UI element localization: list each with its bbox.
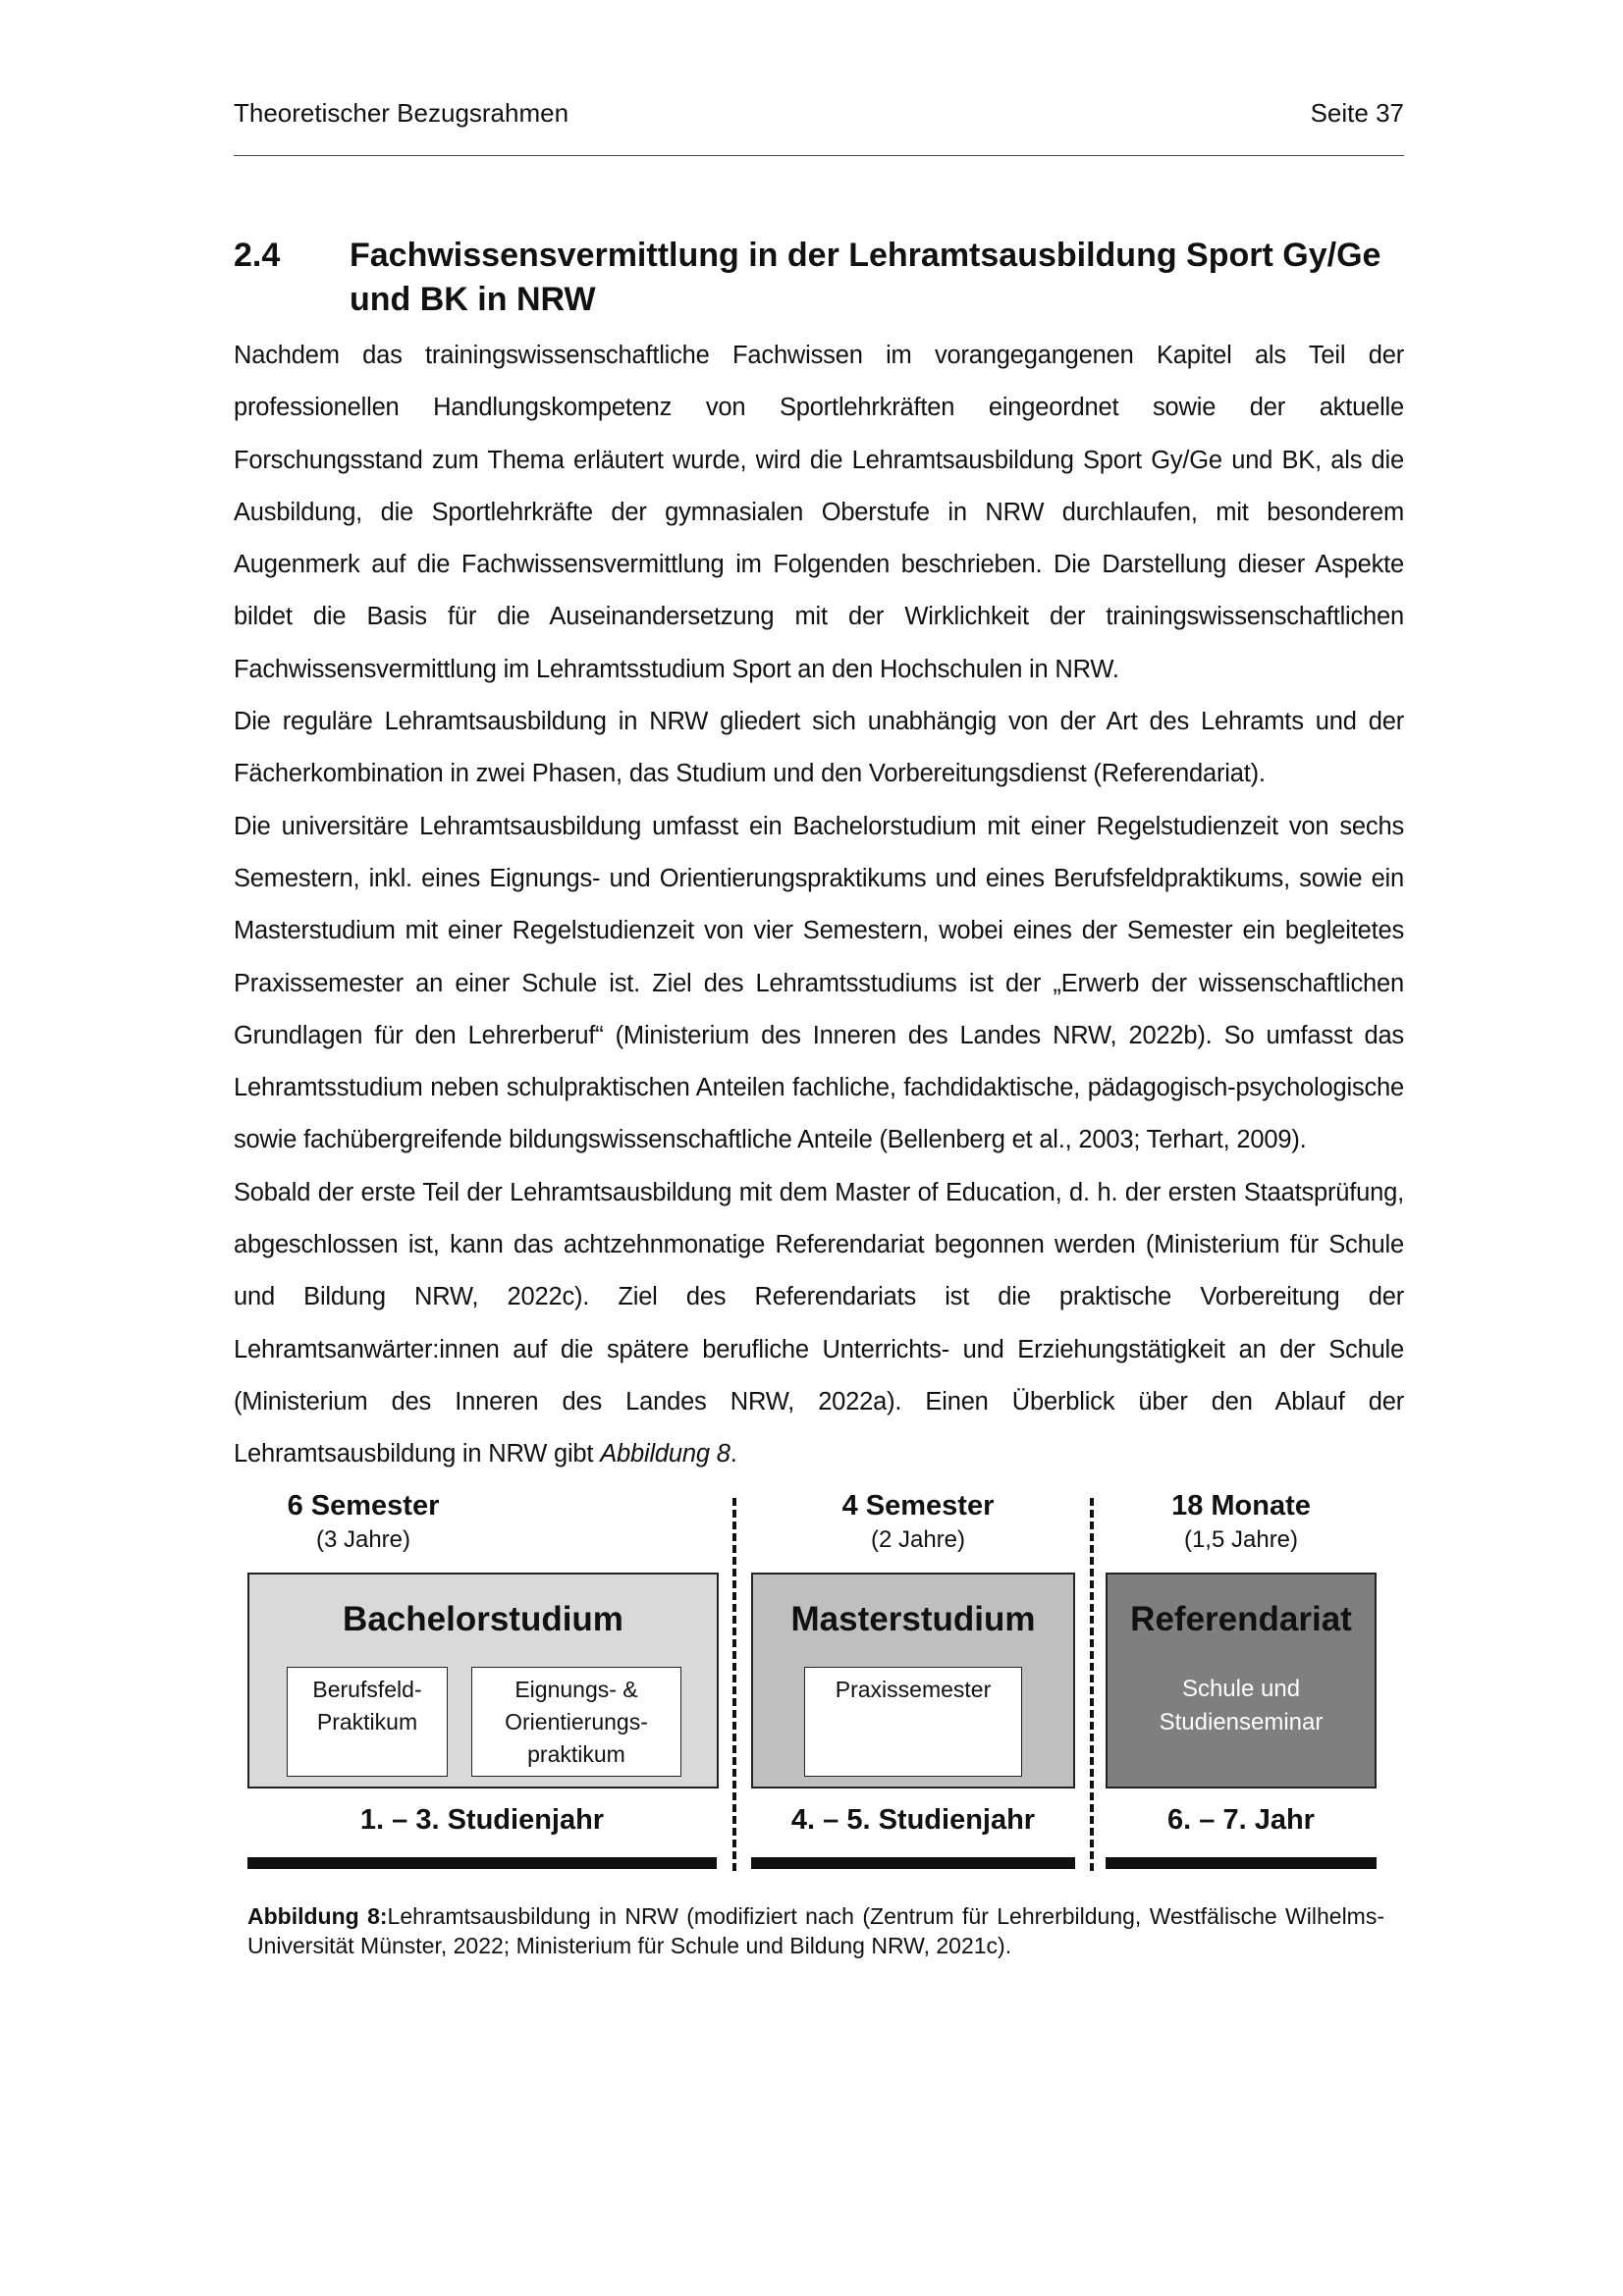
paragraph: Die reguläre Lehramtsausbildung in NRW gliedert sich unabhängig von der Art des Lehramts und der Fächerkombination in zwei Phasen, das Studium und den Vorbereitungsdienst (Referendariat). [234, 708, 1404, 788]
phase-divider [732, 1498, 736, 1871]
paragraph-text: Sobald der erste Teil der Lehramtsausbildung mit dem Master of Education, d. h. der ersten Staatsprüfung, abgeschlossen ist, kann das achtzehnmonatige Referendariat begonnen werden (Ministerium für Schule und Bildung NRW, 2022c). Ziel des Referendariats ist die praktische Vorbereitung der Lehramtsanwärter:innen auf die spätere berufliche Unterrichts- und Erziehungstätigkeit an der Schule (Ministerium des Inneren des Landes NRW, 2022a). Einen Überblick über den Ablauf der Lehramtsausbildung in NRW gibt [234, 1178, 1404, 1468]
timeline-bar [751, 1857, 1075, 1869]
paragraph: Nachdem das trainingswissenschaftliche Fachwissen im vorangegangenen Kapitel als Teil der professionellen Handlungskompetenz von Sportlehrkräften eingeordnet sowie der aktuelle Forschungsstand zum Thema erläutert wurde, wird die Lehramtsausbildung Sport Gy/Ge und BK, als die Ausbildung, die Sportlehrkräfte der gymnasialen Oberstufe in NRW durchlaufen, mit besonderem Augenmerk auf die Fachwissensvermittlung im Folgenden beschrieben. Die Darstellung dieser Aspekte bildet die Basis für die Auseinandersetzung mit der Wirklichkeit der trainingswissenschaftlichen Fachwissensvermittlung im Lehramtsstudium Sport an den Hochschulen in NRW. [234, 342, 1404, 683]
phase-duration: 4 Semester [841, 1490, 995, 1522]
master-box [751, 1573, 1075, 1789]
phase-divider [1090, 1498, 1094, 1871]
running-title: Theoretischer Bezugsrahmen [234, 98, 569, 128]
figure-lehramtsausbildung [245, 1488, 1384, 1881]
caption-text: Lehramtsausbildung in NRW (modifiziert nach (Zentrum für Lehrerbildung, Westfälische Wilhelms-Universität Münster, 2022; Ministerium für Schule und Bildung NRW, 2021c). [247, 1903, 1384, 1958]
phase-years: (2 Jahre) [870, 1526, 966, 1553]
phase-years: (3 Jahre) [315, 1526, 411, 1553]
page-header [234, 98, 1404, 156]
phase-years: (1,5 Jahre) [1183, 1526, 1299, 1553]
phase-period: 1. – 3. Studienjahr [359, 1804, 605, 1836]
phase-header-bachelor [245, 1488, 481, 1557]
phase-period: 4. – 5. Studienjahr [790, 1804, 1036, 1836]
body-text [234, 330, 1404, 1481]
phase-duration: 18 Monate [1171, 1490, 1311, 1522]
phase-title: Referendariat [1130, 1600, 1352, 1638]
phase-duration: 6 Semester [287, 1490, 440, 1522]
paragraph [234, 1167, 1404, 1481]
referendariat-box [1106, 1573, 1377, 1789]
page-number: Seite 37 [1310, 98, 1404, 128]
timeline-bar [247, 1857, 717, 1869]
praxissemester: Praxissemester [804, 1667, 1022, 1777]
caption-label: Abbildung 8: [247, 1903, 388, 1929]
phase-title: Bachelorstudium [343, 1600, 623, 1638]
timeline-bar [1106, 1857, 1377, 1869]
figure-reference: Abbildung 8 [600, 1440, 730, 1468]
phase-period: 6. – 7. Jahr [1167, 1804, 1315, 1836]
phase-header-master [756, 1488, 1080, 1557]
phase-header-referendariat [1106, 1488, 1377, 1557]
paragraph-end: . [730, 1440, 737, 1468]
schule-studienseminar: Schule und Studienseminar [1159, 1676, 1324, 1735]
section-title: Fachwissensvermittlung in der Lehramtsausbildung Sport Gy/Ge und BK in NRW [350, 237, 1381, 318]
phase-title: Masterstudium [790, 1600, 1036, 1638]
eignungs-praktikum: Eignungs- & Orientierungs- praktikum [471, 1667, 681, 1777]
berufsfeld-praktikum: Berufsfeld- Praktikum [287, 1667, 448, 1777]
paragraph: Die universitäre Lehramtsausbildung umfasst ein Bachelorstudium mit einer Regelstudienzeit von sechs Semestern, inkl. eines Eignungs- und Orientierungspraktikums und eines Berufsfeldpraktikums, sowie ein Masterstudium mit einer Regelstudienzeit von vier Semestern, wobei eines der Semester ein begleitetes Praxissemester an einer Schule ist. Ziel des Lehramtsstudiums ist der „Erwerb der wissenschaftlichen Grundlagen für den Lehrerberuf“ (Ministerium des Inneren des Landes NRW, 2022b). So umfasst das Lehramtsstudium neben schulpraktischen Anteilen fachliche, fachdidaktische, pädagogisch-psychologische sowie fachübergreifende bildungswissenschaftliche Anteile (Bellenberg et al., 2003; Terhart, 2009). [234, 812, 1404, 1154]
bachelor-box [247, 1573, 719, 1789]
section-number: 2.4 [234, 237, 281, 274]
figure-caption [247, 1901, 1384, 1960]
